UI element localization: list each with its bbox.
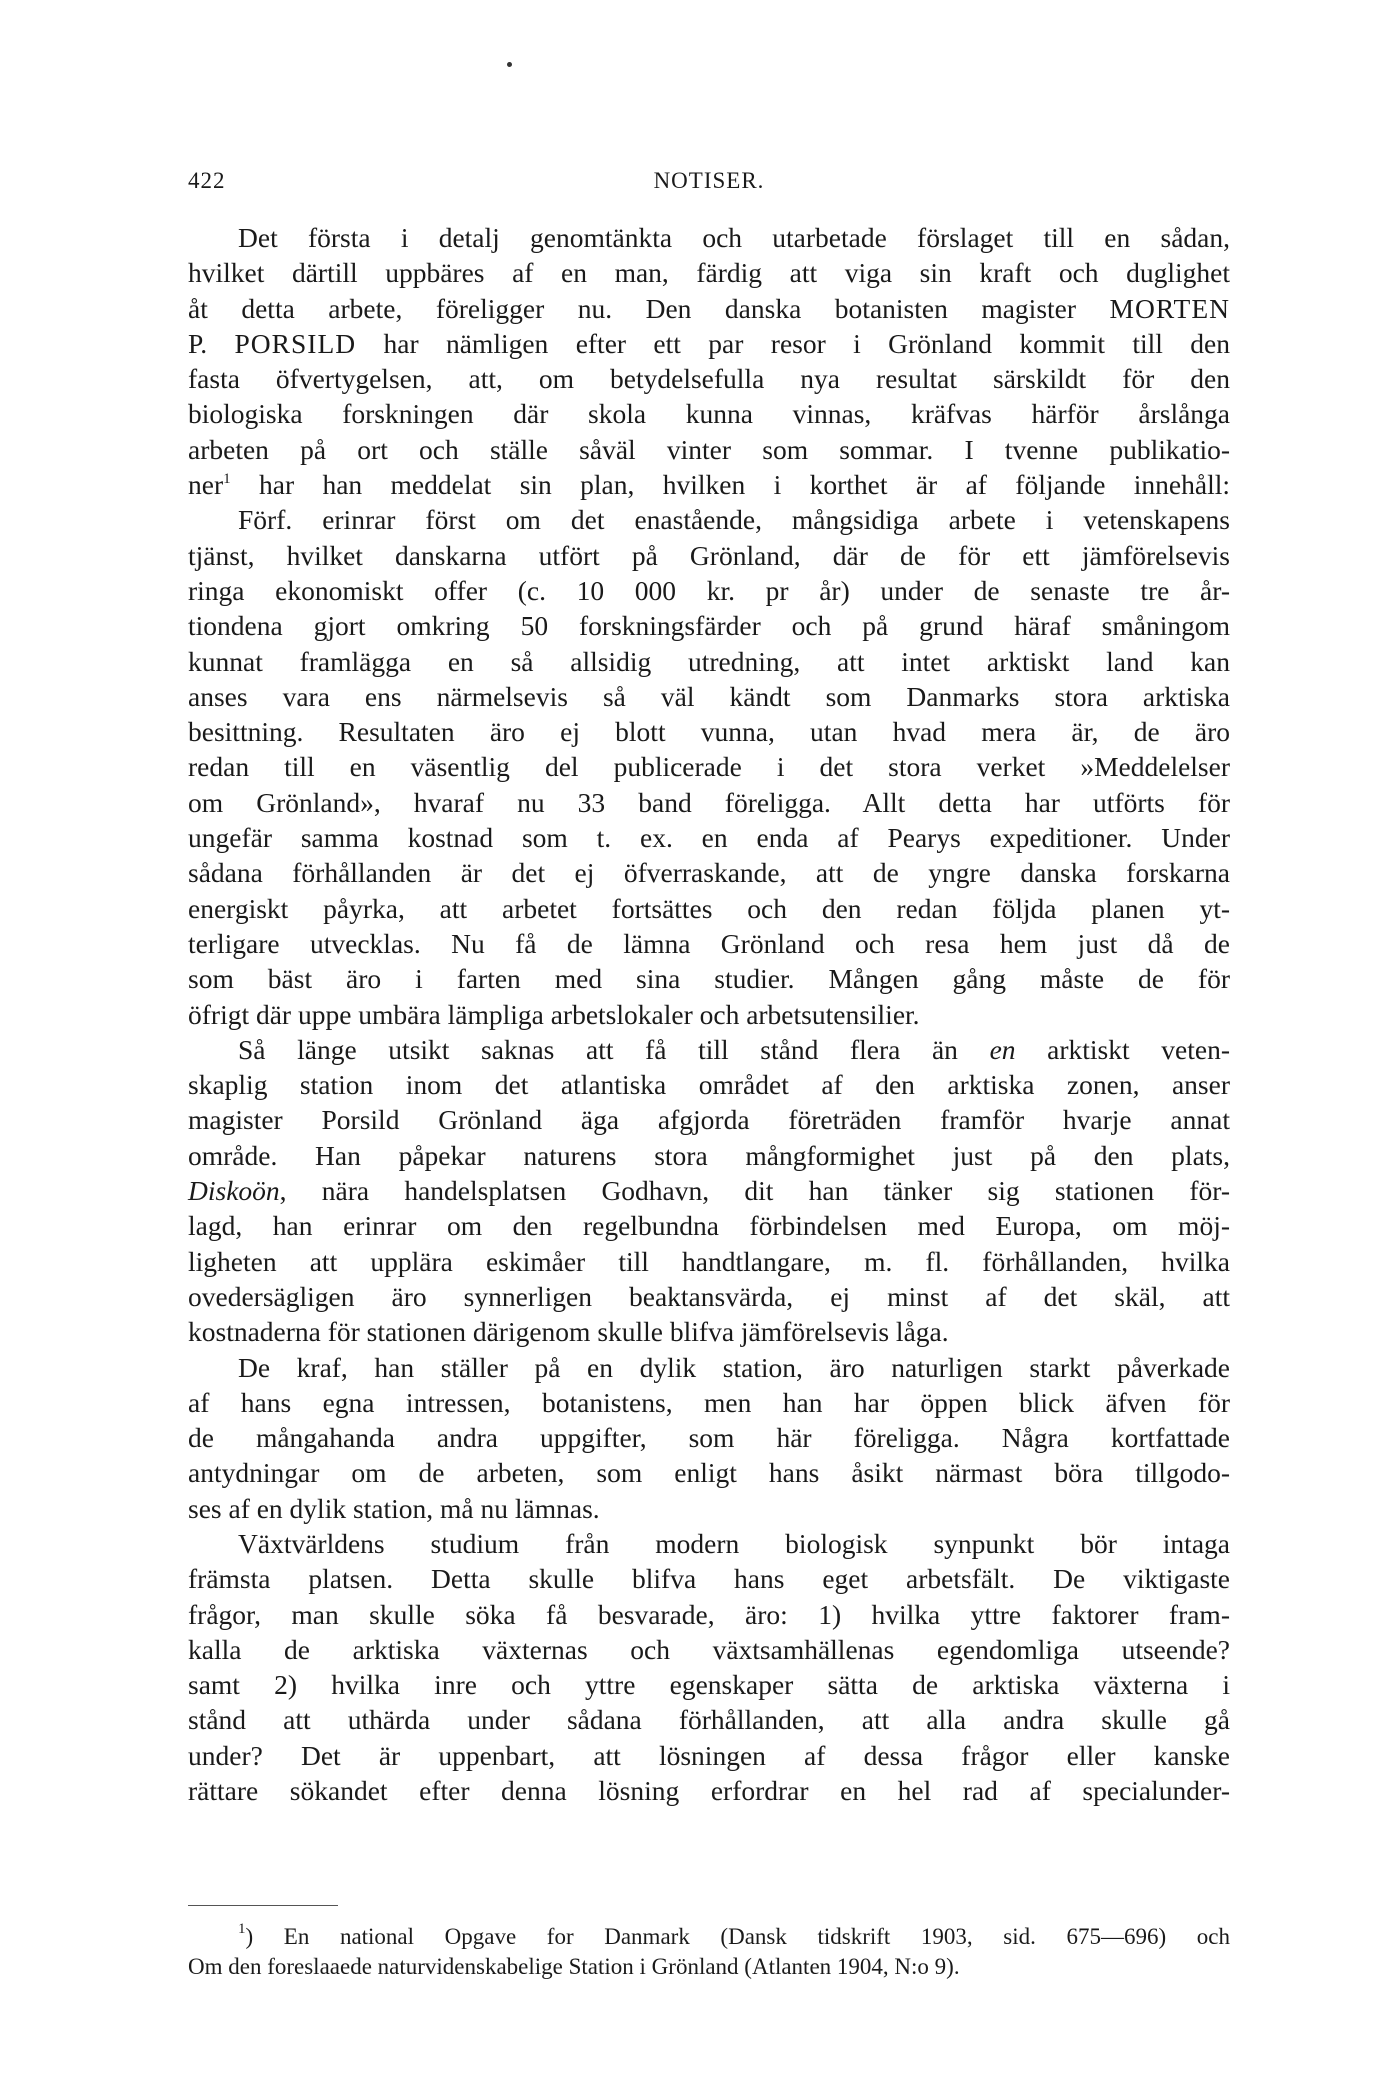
text-line: skaplig station inom det atlantiska området af den arktiska zonen, anser [188, 1069, 1230, 1101]
text-line: P. PORSILD har nämligen efter ett par resor i Grönland kommit till den [188, 327, 1230, 359]
footnotes [188, 1922, 1230, 1982]
text-line: De kraf, han ställer på en dylik station, äro naturligen starkt påverkade [238, 1351, 1230, 1383]
text-line: område. Han påpekar naturens stora mångformighet just på den plats, [188, 1139, 1230, 1171]
text-line: energiskt påyrka, att arbetet fortsättes och den redan följda planen yt- [188, 892, 1230, 924]
text-line: Så länge utsikt saknas att få till stånd flera än en arktiskt veten- [238, 1033, 1230, 1065]
text-line: kostnaderna för stationen därigenom skulle blifva jämförelsevis låga. [188, 1316, 949, 1348]
text-line: främsta platsen. Detta skulle blifva hans eget arbetsfält. De viktigaste [188, 1563, 1230, 1595]
text-line: arbeten på ort och ställe såväl vinter som sommar. I tvenne publikatio- [188, 433, 1230, 465]
footnote-number: 1 [238, 1921, 246, 1937]
text-line: ovedersägligen äro synnerligen beaktansvärda, ej minst af det skäl, att [188, 1280, 1230, 1312]
text-line: ungefär samma kostnad som t. ex. en enda af Pearys expeditioner. Under [188, 822, 1230, 854]
text-line: anses vara ens närmelsevis så väl kändt som Danmarks stora arktiska [188, 680, 1230, 712]
text-line: ner$^1$ har han meddelat sin plan, hvilken i korthet är af följande innehåll: [188, 469, 1230, 501]
footnote-divider [188, 1905, 338, 1906]
author-name-smallcaps: MORTEN [1109, 292, 1230, 324]
text-line: ses af en dylik station, må nu lämnas. [188, 1492, 600, 1524]
text-line: ringa ekonomiskt offer (c. 10 000 kr. pr år) under de senaste tre år- [188, 574, 1230, 606]
emphasis-italic: en [989, 1033, 1016, 1065]
text-line: om Grönland», hvaraf nu 33 band föreligga. Allt detta har utförts för [188, 786, 1230, 818]
text-line: Förf. erinrar först om det enastående, mångsidiga arbete i vetenskapens [238, 504, 1230, 536]
footnote-marker: 1 [223, 471, 231, 488]
text-line: fasta öfvertygelsen, att, om betydelsefulla nya resultat särskildt för den [188, 363, 1230, 395]
text-line: sådana förhållanden är det ej öfverraskande, att de yngre danska forskarna [188, 857, 1230, 889]
text-line: af hans egna intressen, botanistens, men han har öppen blick äfven för [188, 1386, 1230, 1418]
text-line: de mångahanda andra uppgifter, som här föreligga. Några kortfattade [188, 1422, 1230, 1454]
text-line: under? Det är uppenbart, att lösningen af dessa frågor eller kanske [188, 1739, 1230, 1771]
text-line: öfrigt där uppe umbära lämpliga arbetslokaler och arbetsutensilier. [188, 998, 920, 1030]
text-line: Diskoön, nära handelsplatsen Godhavn, dit han tänker sig stationen för- [188, 1175, 1230, 1207]
text-line: antydningar om de arbeten, som enligt hans åsikt närmast böra tillgodo- [188, 1457, 1230, 1489]
text-line: kunnat framlägga en så allsidig utredning, att intet arktiskt land kan [188, 645, 1230, 677]
text-line: Växtvärldens studium från modern biologisk synpunkt bör intaga [238, 1527, 1230, 1559]
text-line: tjänst, hvilket danskarna utfört på Grönland, där de för ett jämförelsevis [188, 539, 1230, 571]
body-text [188, 220, 1230, 1808]
text-line: terligare utvecklas. Nu få de lämna Grönland och resa hem just då de [188, 927, 1230, 959]
place-name-italic: Diskoön [188, 1175, 280, 1207]
text-line: hvilket därtill uppbäres af en man, färdig att viga sin kraft och duglighet [188, 257, 1230, 289]
footnote-line: $^1$) En national Opgave for Danmark (Dansk tidskrift 1903, sid. 675—696) och [238, 1921, 1230, 1949]
author-name-smallcaps: PORSILD [234, 327, 357, 359]
text-line: frågor, man skulle söka få besvarade, äro: 1) hvilka yttre faktorer fram- [188, 1598, 1230, 1630]
text-line: magister Porsild Grönland äga afgjorda företräden framför hvarje annat [188, 1104, 1230, 1136]
text-line: stånd att uthärda under sådana förhållanden, att alla andra skulle gå [188, 1704, 1230, 1736]
text-line: ligheten att upplära eskimåer till handtlangare, m. fl. förhållanden, hvilka [188, 1245, 1230, 1277]
running-head: NOTISER. [653, 168, 765, 193]
text-line: samt 2) hvilka inre och yttre egenskaper sätta de arktiska växterna i [188, 1669, 1230, 1701]
text-line: åt detta arbete, föreligger nu. Den danska botanisten magister MORTEN [188, 292, 1230, 324]
text-line: rättare sökandet efter denna lösning erfordrar en hel rad af specialunder- [188, 1775, 1230, 1807]
speck-mark [507, 62, 512, 67]
text-line: kalla de arktiska växternas och växtsamhällenas egendomliga utseende? [188, 1633, 1230, 1665]
text-line: redan till en väsentlig del publicerade i det stora verket »Meddelelser [188, 751, 1230, 783]
text-line: som bäst äro i farten med sina studier. Mången gång måste de för [188, 963, 1230, 995]
text-line: besittning. Resultaten äro ej blott vunna, utan hvad mera är, de äro [188, 716, 1230, 748]
text-line: tiondena gjort omkring 50 forskningsfärder och på grund häraf småningom [188, 610, 1230, 642]
text-line: Det första i detalj genomtänkta och utarbetade förslaget till en sådan, [238, 222, 1230, 253]
text-line: lagd, han erinrar om den regelbundna förbindelsen med Europa, om möj- [188, 1210, 1230, 1242]
footnote-line: Om den foreslaaede naturvidenskabelige Station i Grönland (Atlanten 1904, N:o 9). [188, 1954, 960, 1979]
page-header [188, 168, 1230, 198]
page-number: 422 [188, 168, 226, 193]
text-line: biologiska forskningen där skola kunna vinnas, kräfvas härför årslånga [188, 398, 1230, 430]
